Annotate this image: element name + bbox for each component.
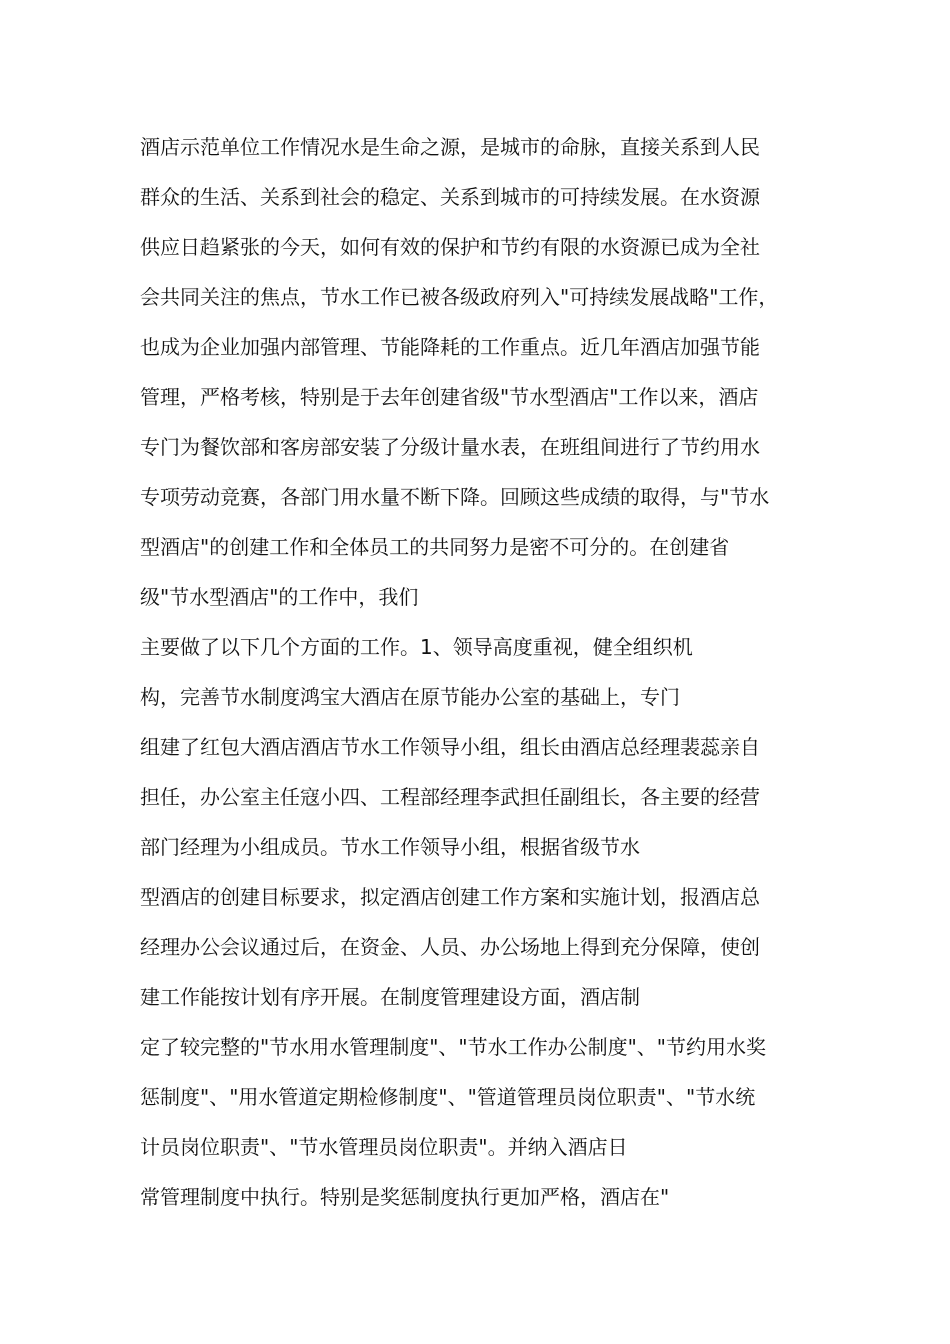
text-line: 专项劳动竞赛，各部门用水量不断下降。回顾这些成绩的取得，与"节水: [140, 485, 770, 509]
text-line: 计员岗位职责"、"节水管理员岗位职责"。并纳入酒店日: [140, 1135, 628, 1159]
text-line: 建工作能按计划有序开展。在制度管理建设方面，酒店制: [140, 985, 640, 1009]
text-line: 定了较完整的"节水用水管理制度"、"节水工作办公制度"、"节约用水奖: [140, 1035, 766, 1059]
body-text: [140, 122, 840, 1222]
text-line: 构，完善节水制度鸿宝大酒店在原节能办公室的基础上，专门: [140, 685, 680, 709]
text-line: 惩制度"、"用水管道定期检修制度"、"管道管理员岗位职责"、"节水统: [140, 1085, 756, 1109]
text-line: 会共同关注的焦点，节水工作已被各级政府列入"可持续发展战略"工作，: [140, 285, 779, 309]
text-line: 组建了红包大酒店酒店节水工作领导小组，组长由酒店总经理裴蕊亲自: [140, 735, 760, 759]
text-line: 型酒店"的创建工作和全体员工的共同努力是密不可分的。在创建省: [140, 535, 730, 559]
text-line: 部门经理为小组成员。节水工作领导小组，根据省级节水: [140, 835, 640, 859]
text-line: 也成为企业加强内部管理、节能降耗的工作重点。近几年酒店加强节能: [140, 335, 760, 359]
text-line: 酒店示范单位工作情况水是生命之源，是城市的命脉，直接关系到人民: [140, 135, 760, 159]
text-line: 型酒店的创建目标要求，拟定酒店创建工作方案和实施计划，报酒店总: [140, 885, 760, 909]
text-line: 专门为餐饮部和客房部安装了分级计量水表，在班组间进行了节约用水: [140, 435, 760, 459]
text-line: 级"节水型酒店"的工作中，我们: [140, 585, 419, 609]
text-line: 常管理制度中执行。特别是奖惩制度执行更加严格，酒店在": [140, 1185, 670, 1209]
text-line: 管理，严格考核，特别是于去年创建省级"节水型酒店"工作以来，酒店: [140, 385, 759, 409]
text-line: 担任，办公室主任寇小四、工程部经理李武担任副组长，各主要的经营: [140, 785, 760, 809]
text-line: 主要做了以下几个方面的工作。1、领导高度重视，健全组织机: [140, 635, 693, 659]
text-line: 群众的生活、关系到社会的稳定、关系到城市的可持续发展。在水资源: [140, 185, 760, 209]
text-line: 经理办公会议通过后，在资金、人员、办公场地上得到充分保障，使创: [140, 935, 760, 959]
text-line: 供应日趋紧张的今天，如何有效的保护和节约有限的水资源已成为全社: [140, 235, 760, 259]
